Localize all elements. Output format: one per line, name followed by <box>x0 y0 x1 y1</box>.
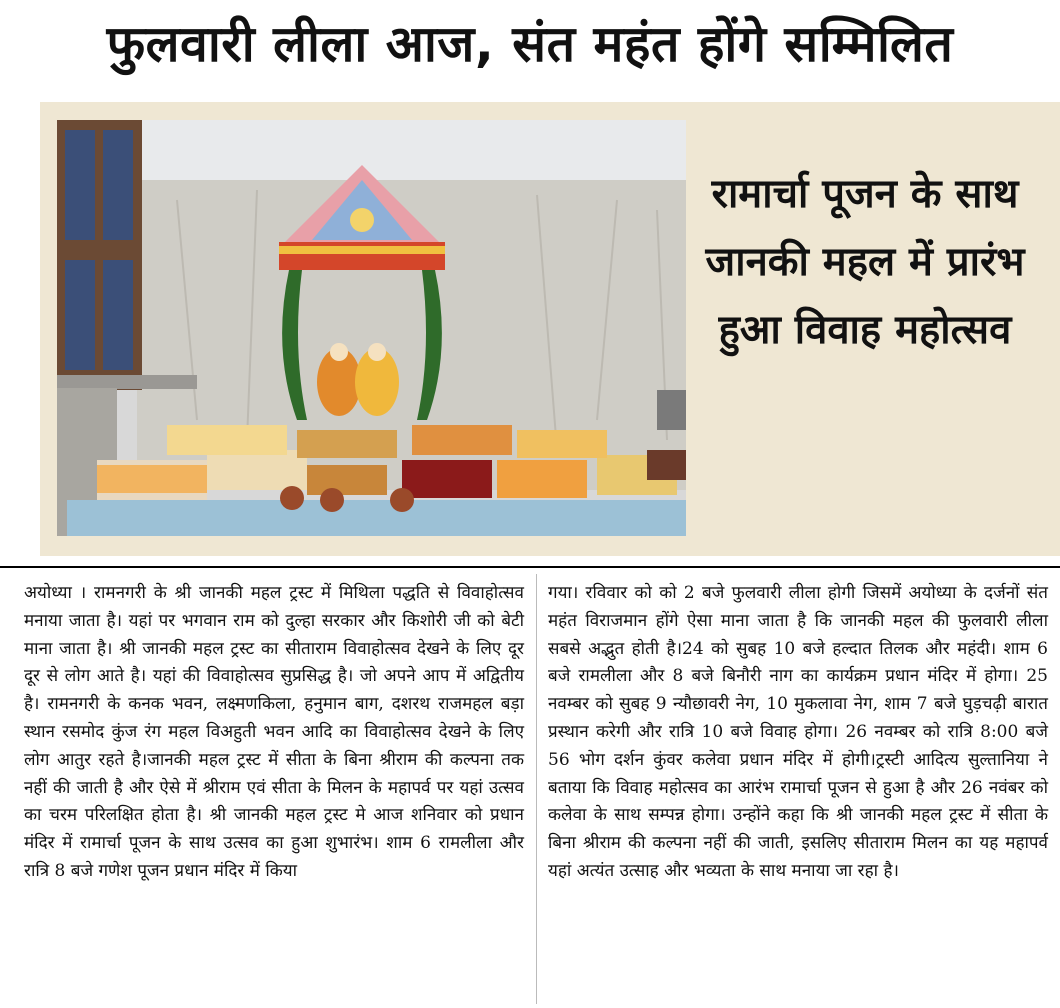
side-heading: रामार्चा पूजन के साथ जानकी महल में प्रारंभ हुआ विवाह महोत्सव <box>705 171 1025 353</box>
article-left-column: अयोध्या । रामनगरी के श्री जानकी महल ट्रस्ट में मिथिला पद्धति से विवाहोत्सव मनाया जाता है। यहां पर भगवान राम को दुल्हा सरकार और किशोरी जी को बेटी माना जाता है। श्री जानकी महल ट्रस्ट का सीताराम विवाहोत्सव देखने के लिए दूर दूर से लोग आते है। यहां की विवाहोत्सव सुप्रसिद्ध है। जो अपने आप में अद्वितीय है। रामनगरी के कनक भवन, लक्ष्मणकिला, हनुमान बाग, दशरथ राजमहल बड़ा स्थान रसमोद कुंज रंग महल विअहुती भवन आदि का विवाहोत्सव देखने के लिए लोग आतुर रहते है।जानकी महल ट्रस्ट में सीता के बिना श्रीराम की कल्पना तक नहीं की जाती है और ऐसे में श्रीराम एवं सीता के मिलन के महापर्व पर यहां उत्सव का चरम परिलक्षित होता है। श्री जानकी महल ट्रस्ट मे आज शनिवार को प्रधान मंदिर में रामार्चा पूजन के साथ उत्सव का हुआ शुभारंभ। शाम 6 रामलीला और रात्रि 8 बजे गणेश पूजन प्रधान मंदिर में किया <box>24 583 524 881</box>
headline: फुलवारी लीला आज, संत महंत होंगे सम्मिलित <box>106 15 954 73</box>
temple-offering-photo <box>57 120 686 536</box>
section-divider <box>0 566 1060 568</box>
article-right-column: गया। रविवार को को 2 बजे फुलवारी लीला होगी जिसमें अयोध्या के दर्जनों संत महंत विराजमान होंगे ऐसा माना जाता है कि जानकी महल की फुलवारी लीला सबसे अद्भुत होती है।24 को सुबह 10 बजे हल्दात तिलक और महंदी। शाम 6 बजे रामलीला और 8 बजे बिनौरी नाग का कार्यक्रम प्रधान मंदिर में होगा। 25 नवम्बर को सुबह 9 न्यौछावरी नेग, 10 मुकलावा नेग, शाम 7 बजे घुड़चढ़ी बारात प्रस्थान करेगी और रात्रि 10 बजे विवाह होगा। 26 नवम्बर को रात्रि 8:00 बजे 56 भोग दर्शन कुंवर कलेवा प्रधान मंदिर में होगी।ट्रस्टी आदित्य सुल्तानिया ने बताया कि विवाह महोत्सव का आरंभ रामार्चा पूजन से हुआ है और 26 नवंबर को कलेवा के साथ सम्पन्न होगा। उन्होंने कहा कि श्री जानकी महल ट्रस्ट में सीता के बिना श्रीराम की कल्पना नहीं की जाती, इसलिए सीताराम मिलन का यह महापर्व यहां अत्यंत उत्साह और भव्यता के साथ मनाया जा रहा है। <box>548 583 1048 881</box>
column-rule <box>536 574 537 1004</box>
